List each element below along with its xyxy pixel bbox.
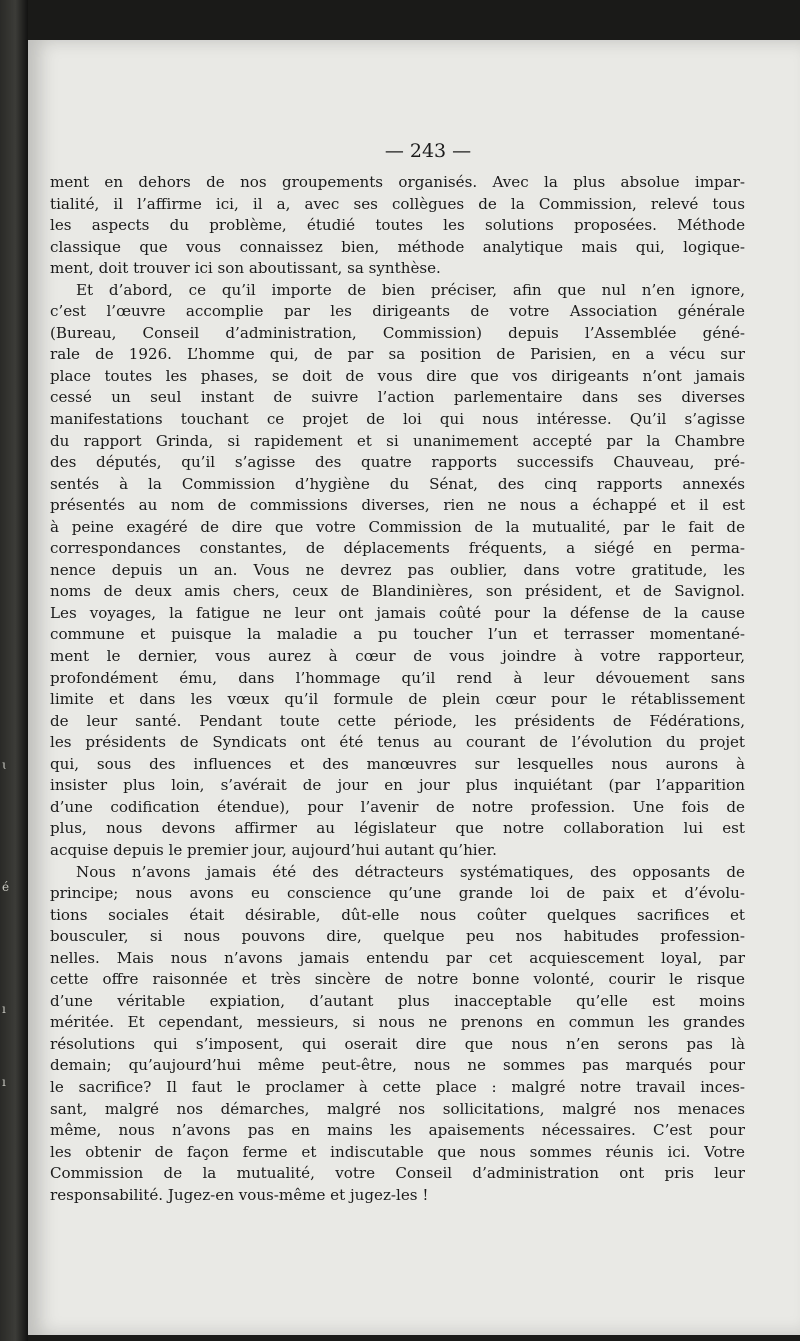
text-line: les obtenir de façon ferme et indiscutable que nous sommes réunis ici. Votre <box>50 1142 745 1161</box>
text-line: méritée. Et cependant, messieurs, si nous ne prenons en commun les grandes <box>50 1013 745 1032</box>
text-line: Nous n’avons jamais été des détracteurs systématiques, des opposants de <box>76 862 745 881</box>
page-number: — 243 — <box>384 140 472 162</box>
book-spine-shadow <box>0 0 28 1341</box>
text-line: Et d’abord, ce qu’il importe de bien préciser, afin que nul n’en ignore, <box>76 280 745 299</box>
text-line: classique que vous connaissez bien, méthode analytique mais qui, logique- <box>50 237 745 256</box>
text-line: principe; nous avons eu conscience qu’une grande loi de paix et d’évolu- <box>50 884 745 903</box>
text-line: insister plus loin, s’avérait de jour en jour plus inquiétant (par l’apparition <box>50 776 745 795</box>
text-line: ment le dernier, vous aurez à cœur de vous joindre à votre rapporteur, <box>50 647 745 666</box>
text-line: des députés, qu’il s’agisse des quatre rapports successifs Chauveau, pré- <box>50 453 745 472</box>
text-line: à peine exagéré de dire que votre Commission de la mutualité, par le fait de <box>50 517 745 536</box>
edge-mark: ɩ <box>2 758 7 772</box>
edge-mark: é <box>2 880 10 894</box>
text-line: c’est l’œuvre accomplie par les dirigeants de votre Association générale <box>50 302 745 321</box>
text-line: d’une véritable expiation, d’autant plus inacceptable qu’elle est moins <box>50 991 745 1010</box>
text-line: commune et puisque la maladie a pu toucher l’un et terrasser momentané- <box>50 625 745 644</box>
text-line: profondément ému, dans l’hommage qu’il rend à leur dévouement sans <box>50 668 745 687</box>
text-line: rale de 1926. L’homme qui, de par sa position de Parisien, en a vécu sur <box>50 345 745 364</box>
edge-mark: ı <box>2 1002 6 1016</box>
text-line: du rapport Grinda, si rapidement et si unanimement accepté par la Chambre <box>50 431 745 450</box>
text-line: responsabilité. Jugez-en vous-même et jugez-les ! <box>50 1185 429 1204</box>
text-line: (Bureau, Conseil d’administration, Commission) depuis l’Assemblée géné- <box>50 323 745 342</box>
text-line: Les voyages, la fatigue ne leur ont jamais coûté pour la défense de la cause <box>50 603 745 622</box>
edge-mark: ı <box>2 1075 6 1089</box>
text-line: nence depuis un an. Vous ne devrez pas oublier, dans votre gratitude, les <box>50 560 745 579</box>
text-line: qui, sous des influences et des manœuvres sur lesquelles nous aurons à <box>50 754 745 773</box>
book-page <box>28 40 800 1335</box>
text-line: résolutions qui s’imposent, qui oserait dire que nous n’en serons pas là <box>50 1034 745 1053</box>
text-line: Commission de la mutualité, votre Conseil d’administration ont pris leur <box>50 1164 745 1183</box>
text-line: présentés au nom de commissions diverses, rien ne nous a échappé et il est <box>50 496 745 515</box>
text-line: ment en dehors de nos groupements organisés. Avec la plus absolue impar- <box>50 173 745 191</box>
text-line: plus, nous devons affirmer au législateur que notre collaboration lui est <box>50 819 745 838</box>
body-text <box>50 172 745 1206</box>
text-line: de leur santé. Pendant toute cette période, les présidents de Fédérations, <box>50 711 745 730</box>
text-line: nelles. Mais nous n’avons jamais entendu par cet acquiescement loyal, par <box>50 948 745 967</box>
text-line: cette offre raisonnée et très sincère de notre bonne volonté, courir le risque <box>50 970 745 989</box>
text-line: d’une codification étendue), pour l’avenir de notre profession. Une fois de <box>50 797 745 816</box>
text-line: le sacrifice? Il faut le proclamer à cette place : malgré notre travail inces- <box>50 1077 745 1096</box>
text-line: noms de deux amis chers, ceux de Blandinières, son président, et de Savignol. <box>50 582 745 601</box>
text-line: place toutes les phases, se doit de vous dire que vos dirigeants n’ont jamais <box>50 366 745 385</box>
text-line: bousculer, si nous pouvons dire, quelque peu nos habitudes profession- <box>50 927 745 946</box>
text-line: tialité, il l’affirme ici, il a, avec ses collègues de la Commission, relevé tous <box>50 194 745 213</box>
text-line: correspondances constantes, de déplacements fréquents, a siégé en perma- <box>50 539 745 558</box>
text-line: sant, malgré nos démarches, malgré nos sollicitations, malgré nos menaces <box>50 1099 745 1118</box>
text-line: les aspects du problème, étudié toutes les solutions proposées. Méthode <box>50 216 745 235</box>
text-line: acquise depuis le premier jour, aujourd’hui autant qu’hier. <box>50 840 497 859</box>
text-line: manifestations touchant ce projet de loi qui nous intéresse. Qu’il s’agisse <box>50 410 745 429</box>
text-line: ment, doit trouver ici son aboutissant, sa synthèse. <box>50 259 441 278</box>
text-line: même, nous n’avons pas en mains les apaisements nécessaires. C’est pour <box>50 1121 745 1140</box>
text-line: les présidents de Syndicats ont été tenus au courant de l’évolution du projet <box>50 733 745 752</box>
text-line: demain; qu’aujourd’hui même peut-être, nous ne sommes pas marqués pour <box>50 1056 745 1075</box>
text-line: tions sociales était désirable, dût-elle nous coûter quelques sacrifices et <box>50 905 745 924</box>
text-line: cessé un seul instant de suivre l’action parlementaire dans ses diverses <box>50 388 745 407</box>
text-line: sentés à la Commission d’hygiène du Sénat, des cinq rapports annexés <box>50 474 745 493</box>
text-line: limite et dans les vœux qu’il formule de plein cœur pour le rétablissement <box>50 690 745 709</box>
